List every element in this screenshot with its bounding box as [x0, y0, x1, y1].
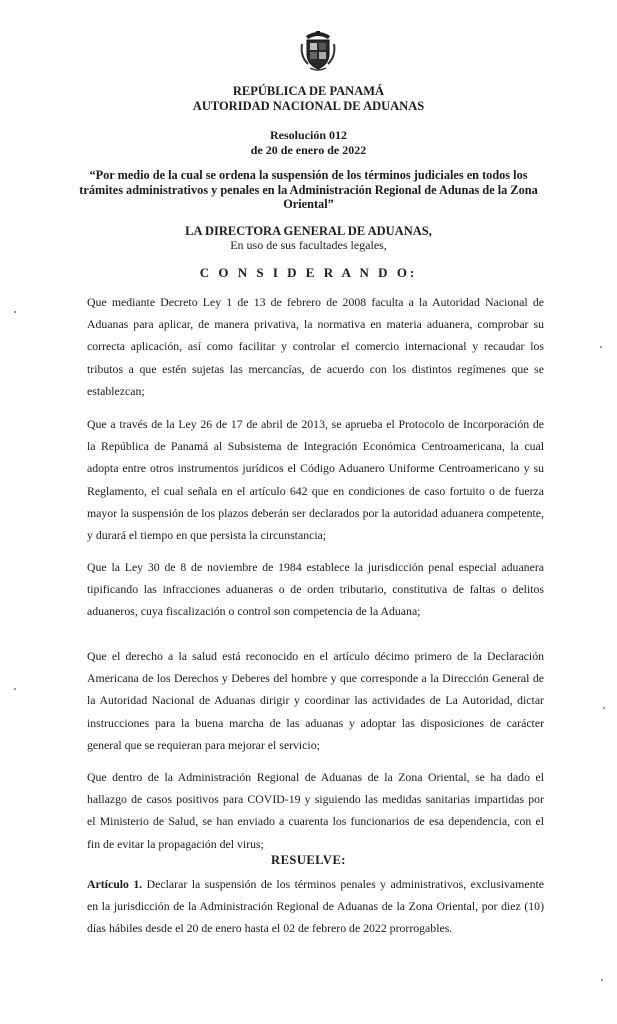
- paragraph-line: tipificando las infracciones aduaneras o de orden tributario, constitutiva de faltas o delitos: [87, 582, 544, 597]
- considerando-paragraph-5: [87, 766, 544, 855]
- paragraph-line: instrucciones para la buena marcha de las aduanas y adoptar las disposiciones de carácter: [87, 715, 544, 730]
- article-label: Artículo 1.: [87, 877, 143, 891]
- resuelve-heading: RESUELVE:: [271, 853, 346, 867]
- paragraph-line: Aduanas para aplicar, de manera privativa, la normativa en materia aduanera, comprobar su: [87, 317, 544, 332]
- header-country: REPÚBLICA DE PANAMÁ: [232, 84, 385, 98]
- article-line: en la jurisdicción de la Administración Regional de Aduanas de la Zona Oriental, por diez (10): [87, 899, 544, 914]
- paragraph-line: aduaneros, cuya fiscalización o control son competencia de la Aduana;: [87, 604, 421, 619]
- paragraph-line: Que mediante Decreto Ley 1 de 13 de febrero de 2008 faculta a la Autoridad Nacional de: [87, 295, 544, 309]
- paragraph-line: general que se requieran para mejorar el servicio;: [87, 737, 320, 752]
- resolution-number: Resolución 012: [269, 128, 347, 142]
- paragraph-line: la República de Panamá al Subsistema de Integración Económica Centroamericana, la cual: [87, 439, 544, 454]
- article-line: días hábiles desde el 20 de enero hasta el 02 de febrero de 2022 prorrogables.: [87, 921, 453, 936]
- article-text-1: Declarar la suspensión de los términos penales y administrativos, exclusivamente: [146, 877, 544, 891]
- considerando-paragraph-1: [87, 291, 544, 402]
- considerando-paragraph-2: [87, 413, 544, 546]
- paragraph-line: establezcan;: [87, 383, 145, 398]
- paragraph-line: Que a través de la Ley 26 de 17 de abril de 2013, se aprueba el Protocolo de Incorporación de: [87, 417, 544, 431]
- title-line-3: Oriental”: [283, 197, 334, 211]
- paragraph-line: Americana de los Derechos y Deberes del hombre y que corresponde a la Dirección General de: [87, 671, 544, 686]
- header-agency: AUTORIDAD NACIONAL DE ADUANAS: [192, 99, 425, 113]
- paragraph-line: hallazgo de casos positivos para COVID-19 y siguiendo las medidas sanitarias impartidas por: [87, 792, 544, 807]
- paragraph-line: Que dentro de la Administración Regional de Aduanas de la Zona Oriental, se ha dado el: [87, 770, 544, 784]
- scan-speck: [603, 707, 605, 709]
- considerando-heading: C O N S I D E R A N D O:: [199, 265, 418, 280]
- authority-block: [60, 224, 557, 252]
- resolution-title: [40, 168, 577, 212]
- scan-speck: [601, 979, 603, 981]
- paragraph-line: fin de evitar la propagación del virus;: [87, 836, 264, 851]
- considerando-paragraph-4: [87, 645, 544, 756]
- title-line-2: trámites administrativos y penales en la Administración Regional de Adunas de la Zona: [79, 182, 538, 197]
- scan-speck: [600, 346, 602, 348]
- article-line: [87, 873, 544, 895]
- coat-of-arms-icon: [298, 30, 338, 72]
- paragraph-line: y durará el tiempo en que persista la circunstancia;: [87, 528, 327, 543]
- paragraph-line: Que el derecho a la salud está reconocido en el artículo décimo primero de la Declaración: [87, 649, 544, 663]
- paragraph-line: Reglamento, el cual señala en el artículo 642 que en condiciones de caso fortuito o de fuerza: [87, 483, 544, 498]
- resolution-date: de 20 de enero de 2022: [250, 142, 367, 157]
- considerando-paragraph-3: [87, 556, 544, 623]
- authority-name: LA DIRECTORA GENERAL DE ADUANAS,: [185, 224, 432, 238]
- paragraph-line: el Ministerio de Salud, se han enviado a cuarenta los funcionarios de esa dependencia, con el: [87, 814, 544, 829]
- scan-speck: [14, 688, 16, 690]
- authority-subtitle: En uso de sus facultades legales,: [230, 238, 387, 252]
- paragraph-line: correcta aplicación, así como facilitar y controlar el comercio internacional y recaudar los: [87, 339, 544, 354]
- paragraph-line: mayor la suspensión de los plazos deberán ser declarados por la autoridad aduanera competente,: [87, 505, 544, 520]
- header: [60, 84, 557, 114]
- article-1: [87, 873, 544, 940]
- resolution-block: [60, 128, 557, 157]
- paragraph-line: la Autoridad Nacional de Aduanas dirigir y coordinar las actividades de La Autoridad, dictar: [87, 693, 544, 708]
- paragraph-line: adopta entre otros instrumentos jurídicos el Código Aduanero Uniforme Centroamericano y su: [87, 461, 544, 476]
- paragraph-line: tributos a que estén sujetas las mercancías, de acuerdo con los distintos regímenes que se: [87, 361, 544, 376]
- title-line-1: “Por medio de la cual se ordena la suspensión de los términos judiciales en todos los: [89, 168, 528, 182]
- scan-speck: [14, 311, 16, 313]
- paragraph-line: Que la Ley 30 de 8 de noviembre de 1984 establece la jurisdicción penal especial aduanera: [87, 560, 544, 574]
